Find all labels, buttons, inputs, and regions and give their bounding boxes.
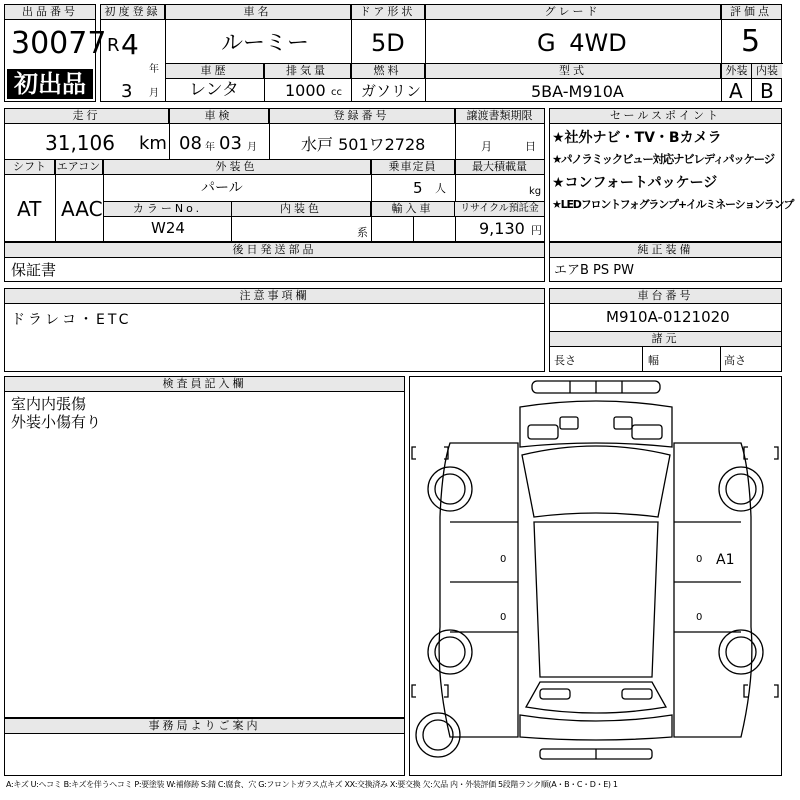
lot-box xyxy=(4,4,107,102)
office-header: 事務局よりご案内 xyxy=(5,719,404,734)
car-name-value: ルーミー xyxy=(221,31,310,56)
diagram-mark-zero-right-2: 0 xyxy=(696,612,703,623)
first-reg-header: 初度登録 xyxy=(101,5,165,20)
dims-width: 幅 xyxy=(648,354,659,367)
ext-value: A xyxy=(729,79,743,103)
grade-value: G 4WD xyxy=(537,29,627,57)
office-box xyxy=(4,718,405,776)
chassis-box xyxy=(549,288,782,372)
first-reg-month: 3 xyxy=(121,81,133,102)
first-reg-month-unit: 月 xyxy=(149,88,159,99)
car-outline-diagram xyxy=(410,377,781,775)
shift-value: AT xyxy=(17,197,42,221)
inspection-month: 03 xyxy=(219,133,242,154)
recycle-unit: 円 xyxy=(531,224,542,237)
transfer-month-unit: 月 xyxy=(481,140,492,153)
sales-points-header: セールスポイント xyxy=(550,109,781,124)
ac-value: AAC xyxy=(61,197,103,221)
sales-point-3: ★コンフォートパッケージ xyxy=(552,175,718,191)
later-parts-value: 保証書 xyxy=(11,261,57,279)
int-color-header: 内装色 xyxy=(232,202,371,217)
genuine-box xyxy=(549,242,782,282)
grade-header: グレード xyxy=(425,5,721,20)
car-diagram xyxy=(409,376,782,776)
door-header: ドア形状 xyxy=(351,5,425,20)
sales-point-1: ★社外ナビ・TV・Bカメラ xyxy=(552,130,722,146)
later-parts-header: 後日発送部品 xyxy=(5,243,544,258)
genuine-value: エアB PS PW xyxy=(554,263,634,278)
notes-box xyxy=(4,288,545,372)
history-value: レンタ xyxy=(189,80,239,100)
inspector-box xyxy=(4,376,405,718)
sales-point-2: ★パノラミックビュー対応ナビレディパッケージ xyxy=(552,152,774,166)
inspection-year-unit: 年 xyxy=(205,142,215,153)
capacity-value: 5 xyxy=(413,179,423,197)
ext-color-header: 外装色 xyxy=(103,160,371,175)
model-value: 5BA-M910A xyxy=(531,82,624,101)
sales-points-box xyxy=(549,108,794,242)
history-header: 車歴 xyxy=(166,64,264,79)
ext-color-value: パール xyxy=(201,180,243,196)
inspector-line-2: 外装小傷有り xyxy=(11,413,102,431)
dims-header: 諸元 xyxy=(550,332,781,347)
reg-no-header: 登録番号 xyxy=(269,109,455,124)
notes-value: ドラレコ・ETC xyxy=(11,312,132,328)
inspection-year: 08 xyxy=(179,133,202,154)
diagram-mark-zero-left-1: 0 xyxy=(500,554,507,565)
dims-length: 長さ xyxy=(554,354,576,367)
door-value: 5D xyxy=(371,29,405,57)
displacement-header: 排気量 xyxy=(264,64,351,79)
inspector-header: 検査員記入欄 xyxy=(5,377,404,392)
color-no-value: W24 xyxy=(151,219,185,237)
detail-box xyxy=(4,108,545,242)
import-header: 輸入車 xyxy=(371,202,455,217)
max-load-unit: kg xyxy=(529,186,542,197)
recycle-value: 9,130 xyxy=(479,219,525,238)
recycle-header: リサイクル預託金 xyxy=(455,202,544,217)
int-color-suffix: 系 xyxy=(357,226,368,239)
genuine-header: 純正装備 xyxy=(550,243,781,258)
int-header: 内装 xyxy=(752,64,782,79)
color-no-header: カラーNo. xyxy=(104,202,232,217)
inspector-line-1: 室内内張傷 xyxy=(11,395,87,413)
int-value: B xyxy=(760,79,774,103)
displacement-value: 1000 xyxy=(285,81,326,100)
later-parts-box xyxy=(4,242,545,282)
car-name-header: 車名 xyxy=(165,5,351,20)
chassis-header: 車台番号 xyxy=(550,289,781,304)
first-reg-year: 4 xyxy=(121,28,139,61)
fuel-value: ガソリン xyxy=(361,82,422,100)
fuel-header: 燃料 xyxy=(351,64,425,79)
diagram-mark-zero-left-2: 0 xyxy=(500,612,507,623)
dims-height: 高さ xyxy=(724,354,746,367)
damage-mark-a1: A1 xyxy=(716,552,735,568)
first-reg-year-unit: 年 xyxy=(149,64,159,75)
reg-no-value: 水戸 501ワ2728 xyxy=(301,135,426,154)
inspection-header: 車検 xyxy=(169,109,269,124)
sales-point-4: ★LEDフロントフォグランプ+イルミネーションランプ xyxy=(552,198,794,211)
transfer-day-unit: 日 xyxy=(525,140,536,153)
shift-header: シフト xyxy=(5,160,55,175)
notes-header: 注意事項欄 xyxy=(5,289,544,304)
transfer-header: 譲渡書類期限 xyxy=(455,109,544,124)
lot-header: 出品番号 xyxy=(5,5,95,20)
vehicle-info-box xyxy=(100,4,782,102)
score-value: 5 xyxy=(741,24,761,59)
legend-text: A:キズ U:ヘコミ B:キズを伴うヘコミ P:要塗装 W:補修跡 S:錆 C:腐食、穴 G:フロントガラス点キズ XX:交換済み X:要交換 欠:欠品 内・外装評価 5段階ランク順(A・B・C・D・E) 1 xyxy=(6,780,618,789)
model-header: 型式 xyxy=(426,64,721,79)
score-header: 評価点 xyxy=(721,5,781,20)
mileage-header: 走行 xyxy=(5,109,169,124)
capacity-header: 乗車定員 xyxy=(371,160,455,175)
ext-header: 外装 xyxy=(722,64,752,79)
first-reg-era: R xyxy=(107,35,120,56)
mileage-unit: km xyxy=(139,133,167,154)
displacement-unit: cc xyxy=(331,87,342,98)
capacity-unit: 人 xyxy=(435,182,446,195)
inspection-month-unit: 月 xyxy=(247,142,257,153)
chassis-value: M910A-0121020 xyxy=(606,308,730,326)
ac-header: エアコン xyxy=(55,160,103,175)
lot-number: 30077 xyxy=(11,26,107,61)
max-load-header: 最大積載量 xyxy=(455,160,544,175)
mileage-value: 31,106 xyxy=(45,131,115,155)
first-listing-badge: 初出品 xyxy=(7,69,93,99)
diagram-mark-zero-right-1: 0 xyxy=(696,554,703,565)
